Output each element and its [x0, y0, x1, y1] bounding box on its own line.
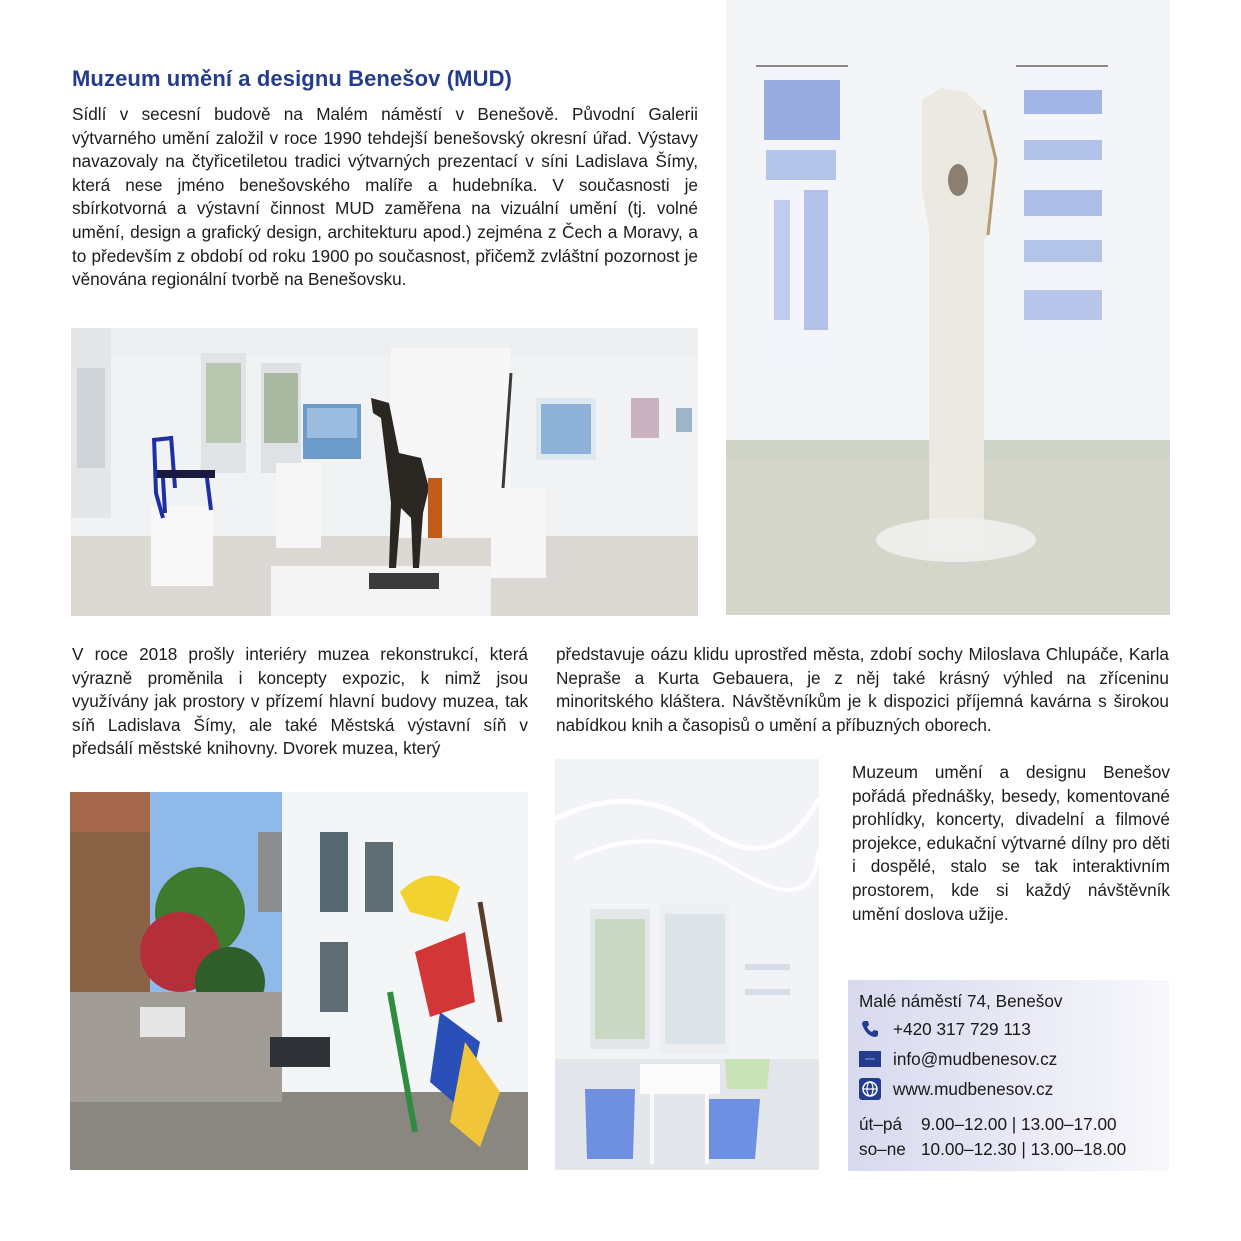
address-text: Malé náměstí 74, Benešov [859, 991, 1063, 1011]
web-link[interactable]: www.mudbenesov.cz [893, 1078, 1054, 1099]
phone-icon [859, 1018, 881, 1040]
hours-times: 9.00–12.00 | 13.00–17.00 [921, 1114, 1117, 1134]
activities-paragraph: Muzeum umění a designu Benešov pořádá přednášky, besedy, komentované prohlídky, koncerty, divadelní a filmové projekce, edukační výtvarné dílny pro děti i dospělé, stalo se tak interaktivním prostorem, kde si každý návštěvník umění doslova užije. [852, 762, 1170, 924]
hours-times: 10.00–12.30 | 13.00–18.00 [921, 1139, 1127, 1159]
contact-box [848, 980, 1169, 1171]
email-row [859, 1048, 1057, 1070]
reconstruction-paragraph: V roce 2018 prošly interiéry muzea rekonstrukcí, která výrazně proměnila i koncepty expozic, k nimž jsou využívány jak prostory v přízemí hlavní budovy muzea, tak síň Ladislava Šímy, ale také Městská výstavní síň v předsálí městské knihovny. Dvorek muzea, který [72, 644, 528, 759]
courtyard-photo [70, 792, 528, 1170]
web-row [859, 1078, 1053, 1100]
cafe-interior-photo [555, 759, 819, 1170]
standing-sculpture-photo [726, 0, 1170, 615]
hours-weekend [859, 1139, 1126, 1160]
page-title: Muzeum umění a designu Benešov (MUD) [72, 66, 512, 91]
phone-row [859, 1018, 1031, 1040]
hours-days: so–ne [859, 1139, 906, 1159]
phone-link[interactable]: +420 317 729 113 [893, 1018, 1031, 1039]
hours-days: út–pá [859, 1114, 903, 1134]
intro-paragraph: Sídlí v secesní budově na Malém náměstí v Benešově. Původní Galerii výtvarného umění založil v roce 1990 tehdejší benešovský okresní úřad. Výstavy navazovaly na čtyřicetiletou tradici výtvarných prezentací v síni Ladislava Šímy, která nese jméno benešovského malíře a hudebníka. V současnosti je sbírkotvorná a výstavní činnost MUD zaměřena na vizuální umění (tj. volné umění, design a grafický design, architekturu apod.) zejména z Čech a Moravy, a to především z období od roku 1900 po současnost, přičemž zvláštní pozornost je věnována regionální tvorbě na Benešovsku. [72, 104, 698, 290]
courtyard-paragraph: představuje oázu klidu uprostřed města, zdobí sochy Miloslava Chlupáče, Karla Nepraše a Kurta Gebauera, je z něj také krásný výhled na zříceninu minoritského kláštera. Návštěvníkům je k dispozici příjemná kavárna s širokou nabídkou knih a časopisů o umění a příbuzných oborech. [556, 644, 1169, 735]
globe-icon [859, 1078, 881, 1100]
gallery-interior-photo [71, 328, 698, 616]
email-link[interactable]: info@mudbenesov.cz [893, 1048, 1058, 1069]
hours-weekday [859, 1114, 1117, 1135]
email-icon [859, 1048, 881, 1070]
